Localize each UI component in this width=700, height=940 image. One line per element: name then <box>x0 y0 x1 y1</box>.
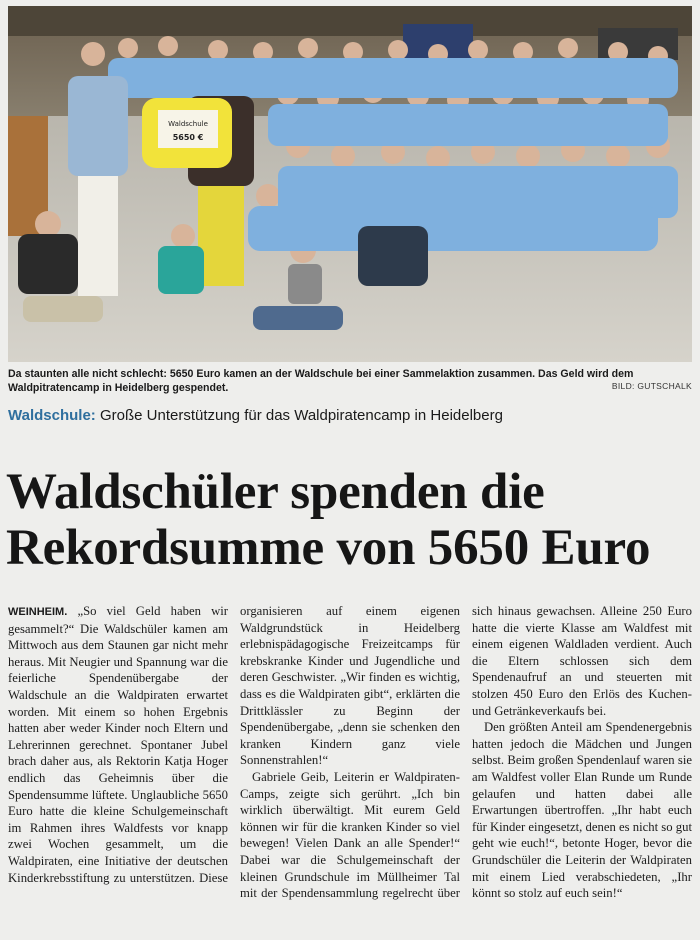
article-paragraph: WEINHEIM. „So viel Geld haben wir gesammelt?“ Die Waldschüler kamen am Mittwoch aus dem Staunen gar nicht mehr heraus. Mit Neugier und Spannung war die feierliche Spendenübergabe der Waldschule an die Waldpiraten erwartet worden. Mit einem so hohen Ergebnis hatten aber weder Kinder noch Eltern und Lehrerinnen gerechnet. Spontaner Jubel brach daher aus, als Rektorin Katja Hoger endlich das Geheimnis über die Spendensumme lüftete. Unglaubliche 5650 Euro hatte die kleine Schulgemeinschaft im Rahmen ihres Waldfests vor knapp zwei Wochen gesammelt, um die Waldpiraten, eine Initiative der deutschen Kinderkrebsstiftung zu unterstützen. Diese organisieren auf einem eigenen Waldgrundstück in Heidelberg erlebnispädagogische Freizeitcamps für krebskranke Kinder und Jugendliche und deren Geschwister. „Wir finden es wichtig, dass es die Waldpiraten gibt“, erklärten die Drittklässler zu Beginn der Spendenübergabe, „denn sie schenken den kranken Kindern ganz viele Sonnenstrahlen!“ <box>8 604 460 885</box>
article-body <box>8 603 692 937</box>
photo-caption: Da staunten alle nicht schlecht: 5650 Euro kamen an der Waldschule bei einer Sammelaktion zusammen. Das Geld wird dem Waldpitratencamp in Heidelberg gespendet. <box>8 368 634 394</box>
article-headline <box>6 464 696 576</box>
article-kicker <box>8 407 692 424</box>
article-paragraph: Den größten Anteil am Spendenergebnis hatten jedoch die Mädchen und Jungen selbst. Beim großen Spendenlauf waren sie am Waldfest voller Elan Runde um Runde gelaufen und hatten dabei alle Erwartungen übertroffen. „Ihr habt euch für Kinder eingesetzt, denen es nicht so gut geht wie euch!“, betonte Hoger, bevor die Grundschüler die Leiterin der Waldpiraten mit einem Lied verabschiedeten, „Ihr könnt so stolz auf euch sein!“ <box>472 720 692 901</box>
sign-text: Waldschule <box>168 120 208 128</box>
group-photo <box>8 6 692 362</box>
donation-sign <box>142 98 232 168</box>
kicker-keyword: Waldschule: <box>8 407 96 424</box>
photo-credit: BILD: GUTSCHALK <box>611 381 692 391</box>
headline-line-1: Waldschüler spenden die <box>6 464 545 520</box>
article-dateline: WEINHEIM. <box>8 606 68 618</box>
svg-text:5650 €: 5650 € <box>172 133 204 142</box>
headline-line-2: Rekordsumme von 5650 Euro <box>6 520 651 576</box>
group-photo-school-children-icon <box>8 6 692 362</box>
article-paragraph: Gabriele Geib, Leiterin er Waldpiraten-Camps, zeigte sich gerührt. „Ich bin wirklich überwältigt. Mit eurem Geld können wir für die kranken Kinder so viel bewegen! Vielen Dank an alle Spender!“ Dabei war die Schulgemeinschaft der kleinen Grundschule im Müllheimer Tal mit der Spendensammlung regelrecht über sich hinaus gewachsen. Alleine 250 Euro hatte die vierte Klasse am Waldfest mit einem eigenen Waldladen verdient. Auch die Eltern schlossen sich dem Spendenaufruf an und steuerten mit stolzen 450 Euro den Erlös des Kuchen- und Getränkeverkaufs bei. <box>240 604 692 901</box>
kicker-text: Große Unterstützung für das Waldpiratencamp in Heidelberg <box>95 407 503 424</box>
